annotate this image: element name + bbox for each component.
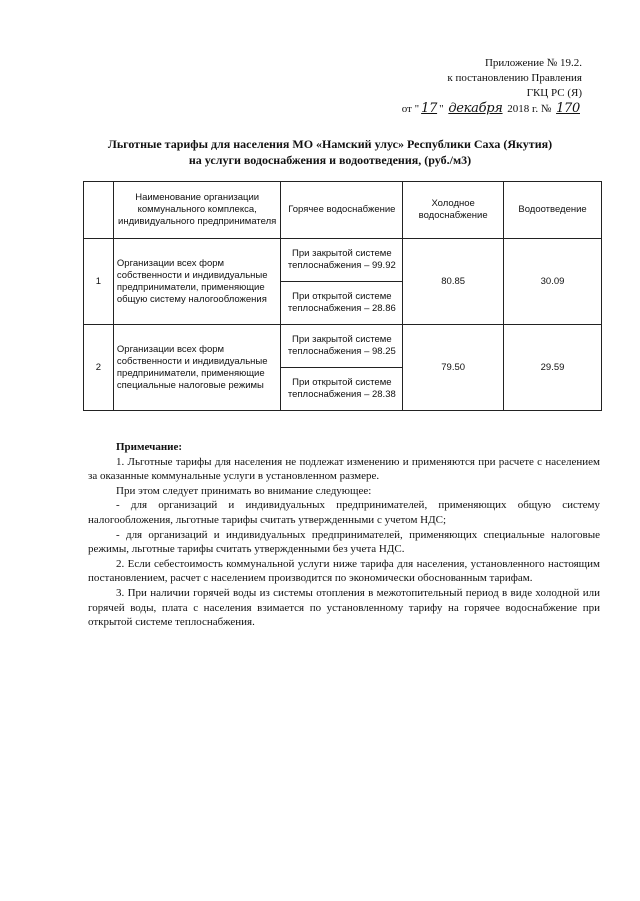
date-year: 2018 г. № — [507, 103, 552, 115]
tariff-table — [83, 181, 602, 411]
note-3: 3. При наличии горячей воды из системы отопления в межотопительный период в виде холодной или горячей воды, плата с населения взимается по установленному тарифу на горячее водоснабжение при открытой системе теплоснабжения. — [88, 586, 600, 629]
row-hot-open: При открытой системе теплоснабжения – 28.38 — [281, 368, 403, 411]
title-line-1: Льготные тарифы для населения МО «Намский улус» Республики Саха (Якутия) — [107, 137, 553, 151]
row-drain: 30.09 — [504, 239, 602, 325]
date-prefix: от — [401, 103, 412, 115]
appendix-block — [402, 56, 582, 117]
header-org: Наименование организации коммунального комплекса, индивидуального предпринимателя — [113, 182, 281, 239]
title-line-2: на услуги водоснабжения и водоотведения, (руб./м3) — [188, 153, 472, 167]
header-drain: Водоотведение — [504, 182, 602, 239]
notes-section — [88, 440, 600, 630]
row-hot-open: При открытой системе теплоснабжения – 28.86 — [281, 282, 403, 325]
table-row — [84, 325, 602, 368]
note-1-special-tax: - для организаций и индивидуальных предпринимателей, применяющих специальные налоговые режимы, льготные тарифы считать утвержденными без учета НДС. — [88, 528, 600, 556]
appendix-line-3: ГКЦ РС (Я) — [526, 87, 582, 99]
row-org: Организации всех форм собственности и индивидуальные предприниматели, применяющие общую систему налогообложения — [113, 239, 281, 325]
header-cold: Холодное водоснабжение — [403, 182, 504, 239]
header-num — [84, 182, 114, 239]
note-1-intro: При этом следует принимать во внимание следующее: — [116, 484, 372, 497]
row-num: 2 — [84, 325, 114, 411]
table-row — [84, 239, 602, 282]
handwritten-number: 170 — [556, 101, 580, 116]
appendix-date-line: от " 17 " декабря 2018 г. № 170 — [401, 101, 580, 116]
note-1: 1. Льготные тарифы для населения не подлежат изменению и применяются при расчете с населением за оказанные коммунальные услуги в установленном размере. — [88, 455, 600, 483]
handwritten-day: 17 — [421, 101, 438, 116]
row-hot-closed: При закрытой системе теплоснабжения – 98.25 — [281, 325, 403, 368]
appendix-line-1: Приложение № 19.2. — [484, 57, 582, 69]
appendix-line-2: к постановлению Правления — [447, 72, 582, 84]
note-1-general-tax: - для организаций и индивидуальных предпринимателей, применяющих общую систему налогообложения, льготные тарифы считать утвержденными с учетом НДС; — [88, 499, 600, 526]
header-hot: Горячее водоснабжение — [281, 182, 403, 239]
row-org: Организации всех форм собственности и индивидуальные предприниматели, применяющие специальные налоговые режимы — [113, 325, 281, 411]
handwritten-month: декабря — [448, 101, 503, 116]
row-cold: 79.50 — [403, 325, 504, 411]
notes-heading: Примечание: — [116, 441, 183, 453]
row-cold: 80.85 — [403, 239, 504, 325]
row-num: 1 — [84, 239, 114, 325]
row-drain: 29.59 — [504, 325, 602, 411]
table-header-row — [84, 182, 602, 239]
document-title — [60, 136, 600, 168]
row-hot-closed: При закрытой системе теплоснабжения – 99.92 — [281, 239, 403, 282]
note-2: 2. Если себестоимость коммунальной услуги ниже тарифа для населения, установленного настоящим постановлением, расчет с населением производится по экономически обоснованным тарифам. — [88, 557, 600, 585]
